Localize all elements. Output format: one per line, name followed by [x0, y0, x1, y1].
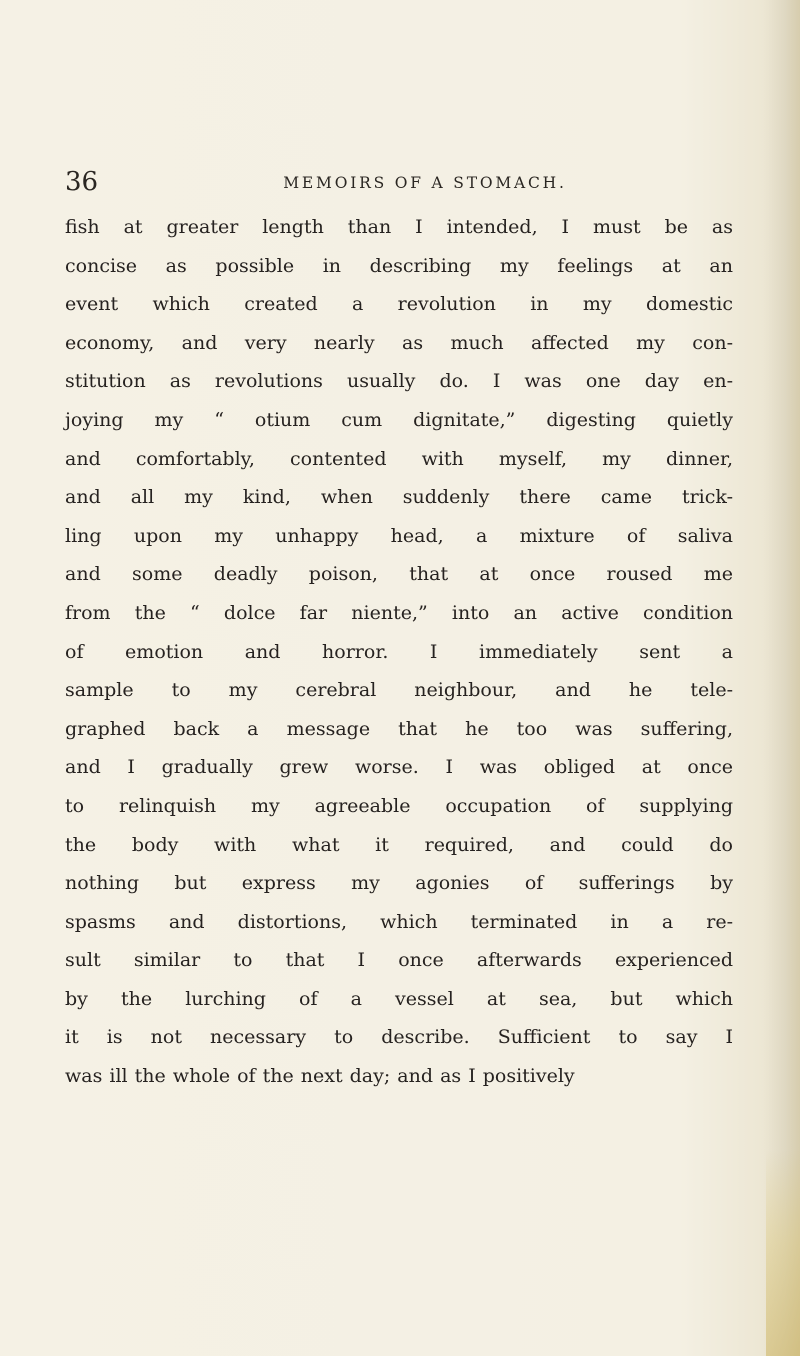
text-line: and comfortably, contented with myself, my dinner,	[65, 447, 733, 470]
page-edge-stain	[766, 1150, 800, 1356]
body-text	[65, 208, 733, 1096]
text-line: concise as possible in describing my feelings at an	[65, 254, 733, 277]
text-line: ling upon my unhappy head, a mixture of saliva	[65, 524, 733, 547]
text-line: event which created a revolution in my domestic	[65, 293, 733, 316]
text-line: it is not necessary to describe. Sufficient to say I	[65, 1026, 733, 1049]
text-line: spasms and distortions, which terminated in a re-	[65, 910, 733, 933]
text-line: sult similar to that I once afterwards experienced	[65, 949, 733, 972]
text-line: to relinquish my agreeable occupation of supplying	[65, 794, 733, 817]
text-line: nothing but express my agonies of sufferings by	[65, 872, 733, 895]
text-line: and all my kind, when suddenly there came trick-	[65, 486, 733, 509]
text-line: stitution as revolutions usually do. I was one day en-	[65, 370, 733, 393]
text-line: sample to my cerebral neighbour, and he tele-	[65, 679, 733, 702]
text-line: of emotion and horror. I immediately sent a	[65, 640, 733, 663]
running-head	[65, 166, 715, 206]
text-line: graphed back a message that he too was suffering,	[65, 717, 733, 740]
text-line: from the “ dolce far niente,” into an active condition	[65, 601, 733, 624]
running-title: MEMOIRS OF A STOMACH.	[283, 174, 567, 192]
text-line: joying my “ otium cum dignitate,” digesting quietly	[65, 408, 733, 431]
text-line: economy, and very nearly as much affected my con-	[65, 331, 733, 354]
text-line: and I gradually grew worse. I was obliged at once	[65, 756, 733, 779]
text-line: the body with what it required, and could do	[65, 833, 733, 856]
text-line: was ill the whole of the next day; and as I positively	[65, 1065, 575, 1088]
text-line: fish at greater length than I intended, I must be as	[65, 216, 733, 238]
text-line: and some deadly poison, that at once roused me	[65, 563, 733, 586]
page-number: 36	[65, 167, 99, 197]
text-line: by the lurching of a vessel at sea, but which	[65, 987, 733, 1010]
